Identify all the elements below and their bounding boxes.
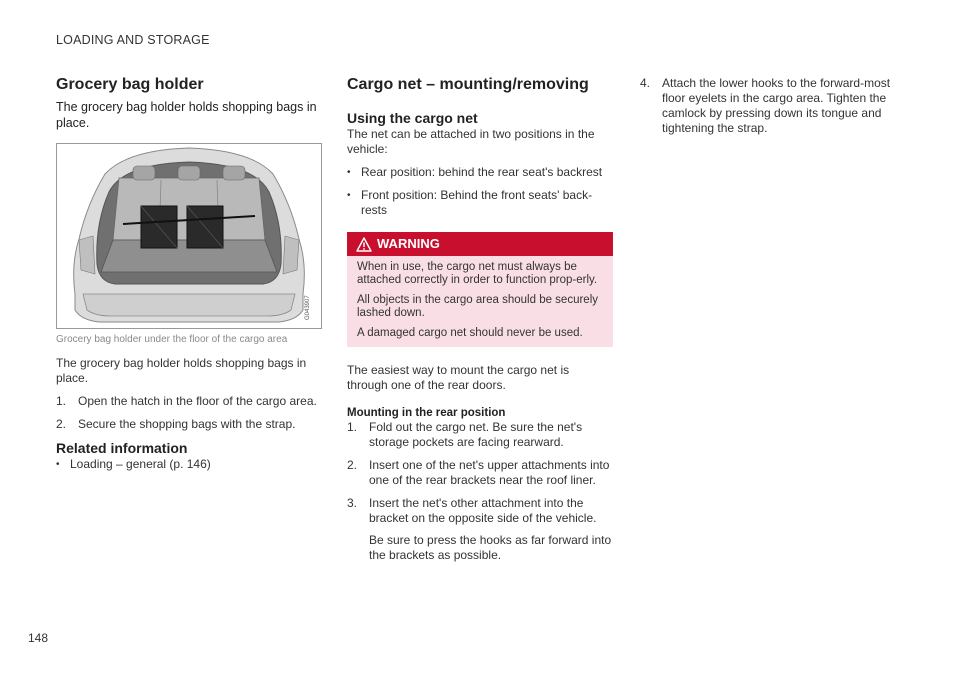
grocery-steps: [56, 394, 322, 432]
list-item: 2. Insert one of the net's upper attachments into one of the rear brackets near the roof liner.: [347, 458, 610, 487]
image-code: G043907: [305, 295, 311, 320]
rear-steps: [347, 420, 613, 563]
positions-list: [347, 165, 613, 218]
grocery-lead: The grocery bag holder holds shopping bags in place.: [56, 100, 317, 130]
warning-box: [347, 232, 613, 347]
rear-position-title: Mounting in the rear position: [347, 407, 506, 419]
list-item: • Front position: Behind the front seats' back-rests: [347, 188, 593, 217]
cargo-area-illustration: [56, 143, 322, 329]
cargo-title: Cargo net – mounting/removing: [347, 76, 589, 93]
grocery-bag-holder-section: [56, 76, 322, 480]
list-item: • Rear position: behind the rear seat's backrest: [347, 165, 603, 179]
grocery-intro: The grocery bag holder holds shopping bags in place.: [56, 356, 307, 385]
cargo-net-section: [347, 76, 613, 571]
step-note: Be sure to press the hooks as far forward into the brackets as possible.: [369, 533, 612, 562]
related-link[interactable]: • Loading – general (p. 146): [56, 457, 211, 471]
using-cargo-net-title: Using the cargo net: [347, 110, 478, 126]
rear-steps-continued: [640, 76, 906, 136]
grocery-title: Grocery bag holder: [56, 76, 204, 93]
list-item: 1. Fold out the cargo net. Be sure the net's storage pockets are facing rearward.: [347, 420, 583, 449]
figure-caption: Grocery bag holder under the floor of the cargo area: [56, 334, 288, 345]
page-number: 148: [28, 631, 49, 645]
list-item: 1. Open the hatch in the floor of the cargo area.: [56, 394, 317, 408]
warning-body: [347, 256, 613, 347]
warning-paragraph: All objects in the cargo area should be securely lashed down.: [357, 294, 599, 319]
car-rear-illustration: [57, 144, 321, 328]
list-item: 4. Attach the lower hooks to the forward-most floor eyelets in the cargo area. Tighten the camlock by pressing down its tongue and tightening the strap.: [640, 76, 891, 135]
section-header: LOADING AND STORAGE: [56, 33, 210, 47]
related-list: [56, 457, 322, 472]
related-information-title: Related information: [56, 440, 188, 456]
warning-label: WARNING: [377, 236, 440, 251]
cargo-net-continued: [640, 76, 906, 144]
easiest-way-text: The easiest way to mount the cargo net is through one of the rear doors.: [347, 363, 570, 392]
warning-header: [347, 232, 613, 256]
list-item: 2. Secure the shopping bags with the strap.: [56, 417, 296, 431]
list-item: 3. Insert the net's other attachment into the bracket on the opposite side of the vehicle. Be sure to press the hooks as far forward into the brackets as possible.: [347, 496, 612, 562]
using-text: The net can be attached in two positions in the vehicle:: [347, 127, 595, 156]
warning-triangle-icon: [356, 236, 372, 260]
warning-paragraph: When in use, the cargo net must always be attached correctly in order to function prop-erly.: [357, 261, 598, 286]
warning-paragraph: A damaged cargo net should never be used.: [357, 327, 583, 339]
